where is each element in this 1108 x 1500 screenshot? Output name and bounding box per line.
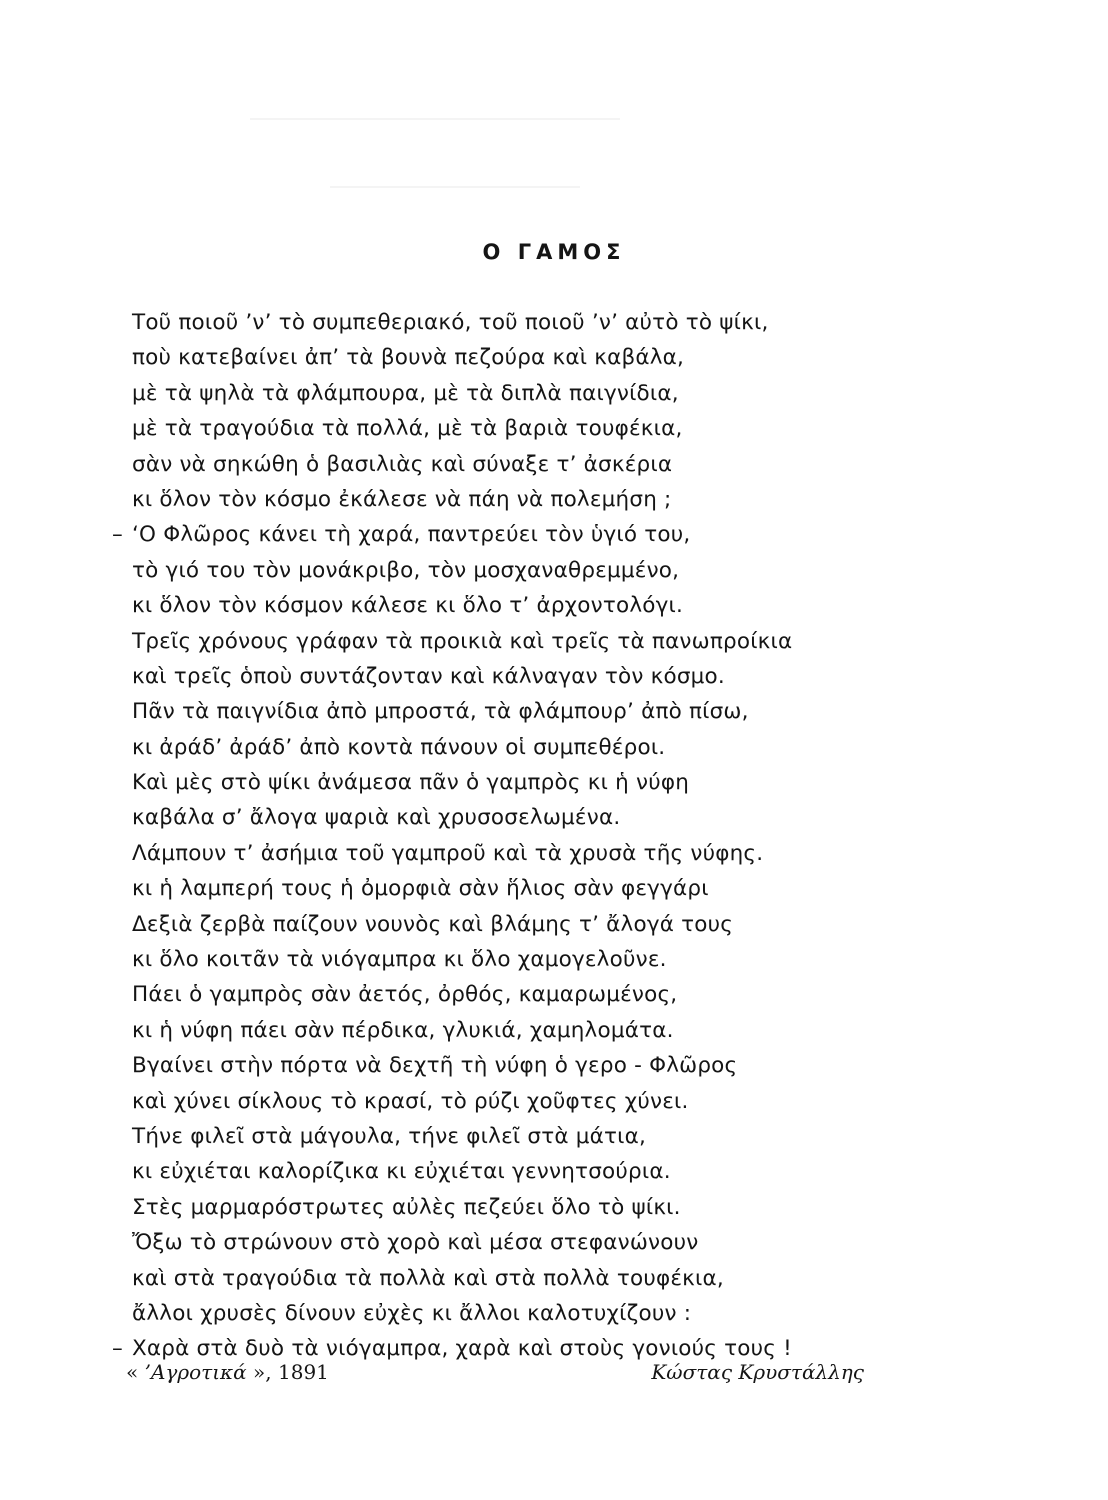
source-year: », 1891 xyxy=(246,1360,329,1384)
verse-text: τὸ γιό του τὸν μονάκριβο, τὸν μοσχαναθρεμμένο, xyxy=(132,557,680,583)
verse-text: Στὲς μαρμαρόστρωτες αὐλὲς πεζεύει ὅλο τὸ ψίκι. xyxy=(132,1194,681,1220)
verse-text: Λάμπουν τ’ ἀσήμια τοῦ γαμπροῦ καὶ τὰ χρυσὰ τῆς νύφης. xyxy=(132,840,764,866)
verse-text: ποὺ κατεβαίνει ἀπ’ τὰ βουνὰ πεζούρα καὶ καβάλα, xyxy=(132,345,685,371)
verse-line xyxy=(0,765,1108,800)
verse-text: κι ἡ νύφη πάει σὰν πέρδικα, γλυκιά, χαμηλομάτα. xyxy=(132,1017,674,1043)
verse-line xyxy=(0,659,1108,694)
verse-text: κι ὅλον τὸν κόσμον κάλεσε κι ὅλο τ’ ἀρχοντολόγι. xyxy=(132,593,684,619)
verse-text: Καὶ μὲς στὸ ψίκι ἀνάμεσα πᾶν ὁ γαμπρὸς κι ἡ νύφη xyxy=(132,770,690,796)
verse-line xyxy=(0,1225,1108,1260)
verse-line xyxy=(0,1013,1108,1048)
verse-text: μὲ τὰ ψηλὰ τὰ φλάμπουρα, μὲ τὰ διπλὰ παιγνίδια, xyxy=(132,380,679,406)
verse-text: Τήνε φιλεῖ στὰ μάγουλα, τήνε φιλεῖ στὰ μάτια, xyxy=(132,1123,647,1149)
verse-line xyxy=(0,624,1108,659)
verse-text: καὶ χύνει σίκλους τὸ κρασί, τὸ ρύζι χοῦφτες χύνει. xyxy=(132,1088,689,1114)
verse-line xyxy=(0,482,1108,517)
verse-line xyxy=(0,1190,1108,1225)
verse-text: Τρεῖς χρόνους γράφαν τὰ προικιὰ καὶ τρεῖς τὰ πανωπροίκια xyxy=(132,628,793,654)
verse-line xyxy=(0,340,1108,375)
verse-line xyxy=(0,977,1108,1012)
verse-text: κι ὅλον τὸν κόσμο ἐκάλεσε νὰ πάη νὰ πολεμήση ; xyxy=(132,486,672,512)
verse-line xyxy=(0,871,1108,906)
dialogue-dash: – xyxy=(112,1336,123,1362)
verse-text: κι ἡ λαμπερή τους ἡ ὀμορφιὰ σὰν ἥλιος σὰν φεγγάρι xyxy=(132,876,709,902)
verse-line xyxy=(0,517,1108,552)
verse-line xyxy=(0,836,1108,871)
author-name: Κώστας Κρυστάλλης xyxy=(651,1360,864,1384)
verse-line xyxy=(0,907,1108,942)
verse-text: Πάει ὁ γαμπρὸς σὰν ἀετός, ὀρθός, καμαρωμένος, xyxy=(132,982,678,1008)
verse-text: κι ὅλο κοιτᾶν τὰ νιόγαμπρα κι ὅλο χαμογελοῦνε. xyxy=(132,947,667,973)
verse-line xyxy=(0,553,1108,588)
verse-line xyxy=(0,411,1108,446)
verse-line xyxy=(0,305,1108,340)
verse-line xyxy=(0,694,1108,729)
bleed-through-line xyxy=(250,118,620,120)
verse-line xyxy=(0,1296,1108,1331)
poem-body xyxy=(0,305,1108,1367)
verse-line xyxy=(0,1154,1108,1189)
verse-line xyxy=(0,1261,1108,1296)
verse-line xyxy=(0,800,1108,835)
verse-line xyxy=(0,1048,1108,1083)
dialogue-dash: – xyxy=(112,522,123,548)
source-title: ’Αγροτικά xyxy=(144,1360,247,1384)
verse-line xyxy=(0,1119,1108,1154)
verse-line xyxy=(0,588,1108,623)
verse-text: Ὄξω τὸ στρώνουν στὸ χορὸ καὶ μέσα στεφανώνουν xyxy=(132,1230,699,1256)
verse-text: Χαρὰ στὰ δυὸ τὰ νιόγαμπρα, χαρὰ καὶ στοὺς γονιούς τους ! xyxy=(132,1336,792,1362)
verse-text: Πᾶν τὰ παιγνίδια ἀπὸ μπροστά, τὰ φλάμπουρ’ ἀπὸ πίσω, xyxy=(132,699,749,725)
poem-footer xyxy=(0,1360,1108,1390)
source-citation xyxy=(126,1360,329,1384)
verse-text: Τοῦ ποιοῦ ’ν’ τὸ συμπεθεριακό, τοῦ ποιοῦ ’ν’ αὐτὸ τὸ ψίκι, xyxy=(132,310,769,335)
verse-text: μὲ τὰ τραγούδια τὰ πολλά, μὲ τὰ βαριὰ τουφέκια, xyxy=(132,416,683,442)
verse-line xyxy=(0,376,1108,411)
verse-text: καβάλα σ’ ἄλογα ψαριὰ καὶ χρυσοσελωμένα. xyxy=(132,805,621,831)
bleed-through-line xyxy=(330,186,580,188)
verse-text: ἄλλοι χρυσὲς δίνουν εὐχὲς κι ἄλλοι καλοτυχίζουν : xyxy=(132,1300,692,1326)
source-open: « xyxy=(126,1360,145,1384)
verse-text: Βγαίνει στὴν πόρτα νὰ δεχτῆ τὴ νύφη ὁ γερο - Φλῶρος xyxy=(132,1053,738,1079)
verse-line xyxy=(0,730,1108,765)
verse-text: κι ἀράδ’ ἀράδ’ ἀπὸ κοντὰ πάνουν οἱ συμπεθέροι. xyxy=(132,734,666,760)
verse-text: καὶ στὰ τραγούδια τὰ πολλὰ καὶ στὰ πολλὰ τουφέκια, xyxy=(132,1265,724,1291)
verse-text: Δεξιὰ ζερβὰ παίζουν νουνὸς καὶ βλάμης τ’ ἄλογά τους xyxy=(132,911,734,937)
verse-text: κι εὐχιέται καλορίζικα κι εὐχιέται γεννητσούρια. xyxy=(132,1159,671,1185)
verse-line xyxy=(0,1084,1108,1119)
poem-title: Ο ΓΑΜΟΣ xyxy=(482,240,626,264)
verse-text: σὰν νὰ σηκώθη ὁ βασιλιὰς καὶ σύναξε τ’ ἀσκέρια xyxy=(132,451,673,477)
verse-line xyxy=(0,447,1108,482)
verse-line xyxy=(0,942,1108,977)
verse-text: καὶ τρεῖς ὁποὺ συντάζονταν καὶ κάλναγαν τὸν κόσμο. xyxy=(132,663,725,689)
verse-text: ‘Ο Φλῶρος κάνει τὴ χαρά, παντρεύει τὸν ὑγιό του, xyxy=(132,522,691,548)
